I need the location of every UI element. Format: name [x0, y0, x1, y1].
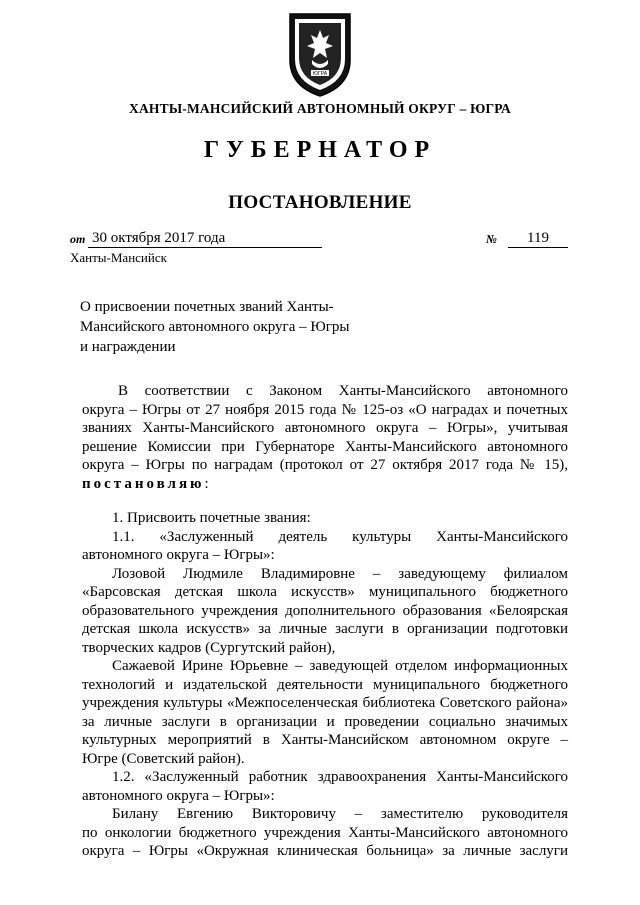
preamble-line: В соответствии с Законом Ханты-Мансийского автономного	[118, 383, 568, 399]
preamble-line: званиях Ханты-Мансийского автономного округа – Югры», учитывая	[82, 420, 568, 436]
lozovoy-line: творческих кадров (Сургутский район),	[82, 639, 336, 656]
item-1-2-line: 1.2. «Заслуженный работник здравоохранения Ханты-Мансийского	[112, 769, 568, 785]
subject-line: Мансийского автономного округа – Югры	[80, 319, 350, 335]
document-date: 30 октября 2017 года	[88, 230, 322, 248]
preamble-line: округа – Югры по наградам (протокол от 27 октября 2017 года № 15),	[82, 457, 568, 473]
number-prefix: №	[486, 232, 497, 246]
subject-line: и награждении	[80, 339, 176, 355]
lozovoy-line: детская школа искусств» за личные заслуги в организации подготовки	[82, 621, 568, 637]
coat-of-arms-emblem	[285, 8, 355, 100]
sazhaeva-line: учреждения культуры «Межпоселенческая библиотека Советского района»	[82, 695, 568, 711]
date-prefix: от	[70, 232, 86, 246]
document-city: Ханты-Мансийск	[70, 250, 167, 265]
subject-line: О присвоении почетных званий Ханты-	[80, 299, 334, 315]
document-type: ПОСТАНОВЛЕНИЕ	[228, 192, 412, 213]
item-1-2-line: автономного округа – Югры»:	[82, 787, 275, 804]
date-number-row	[70, 230, 570, 250]
lozovoy-line: образовательного учреждения дополнительного образования «Белоярская	[82, 602, 568, 619]
bilan-line: Билану Евгению Викторовичу – заместителю руководителя	[112, 806, 568, 822]
document-subject	[80, 297, 380, 357]
item-1: 1. Присвоить почетные звания:	[112, 510, 311, 526]
preamble-line: округа – Югры от 27 ноября 2015 года № 125-оз «О наградах и почетных	[82, 401, 568, 418]
sazhaeva-line: Югре (Советский район).	[82, 750, 245, 767]
bilan-line: округа – Югры «Окружная клиническая больница» за личные заслуги	[82, 843, 568, 859]
document-number: 119	[508, 230, 568, 248]
decree-word: постановляю	[82, 475, 205, 492]
sazhaeva-line: Сажаевой Ирине Юрьевне – заведующей отделом информационных	[112, 658, 568, 674]
preamble-line: решение Комиссии при Губернаторе Ханты-Мансийского автономного	[82, 438, 568, 455]
region-name: ХАНТЫ-МАНСИЙСКИЙ АВТОНОМНЫЙ ОКРУГ – ЮГРА	[129, 101, 511, 116]
emblem-caption: ЮГРА	[312, 71, 328, 78]
decree-colon: :	[204, 475, 209, 492]
decree-line	[82, 475, 568, 494]
page-title: ГУБЕРНАТОР	[203, 137, 437, 163]
lozovoy-line: «Барсовская детская школа искусств» муниципального бюджетного	[82, 584, 568, 600]
sazhaeva-line: культурных мероприятий в Ханты-Мансийском автономном округе –	[82, 732, 568, 748]
document-body	[82, 382, 568, 861]
item-1-1-line: автономного округа – Югры»:	[82, 547, 275, 563]
item-1-1-line: 1.1. «Заслуженный деятель культуры Ханты-Мансийского	[112, 528, 568, 545]
sazhaeva-line: за личные заслуги в организации и проведении социально значимых	[82, 713, 568, 730]
bilan-line: по онкологии бюджетного учреждения Ханты-Мансийского автономного	[82, 824, 568, 841]
lozovoy-line: Лозовой Людмиле Владимировне – заведующему филиалом	[112, 565, 568, 582]
sazhaeva-line: технологий и издательской деятельности муниципального бюджетного	[82, 676, 568, 693]
